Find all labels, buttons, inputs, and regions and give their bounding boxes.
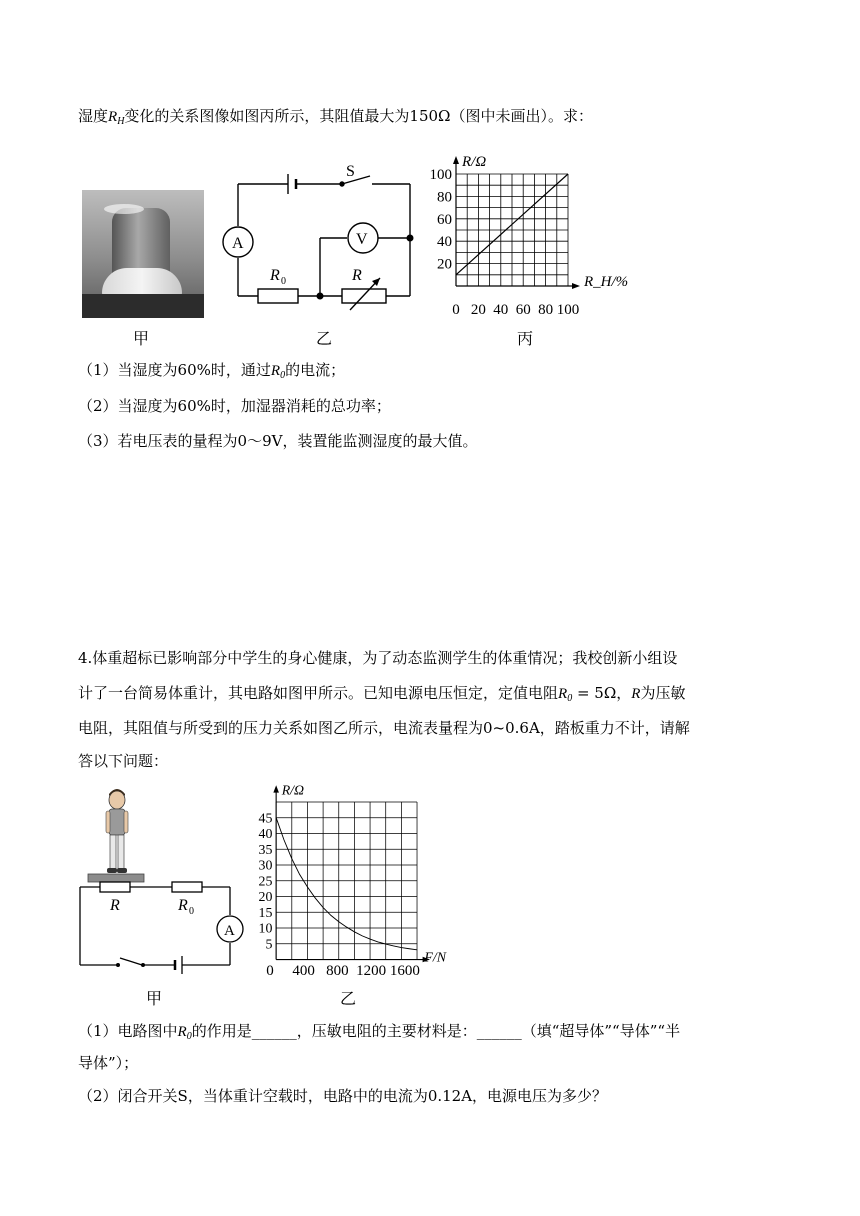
x-tick-label: 60: [515, 302, 531, 318]
q4-sub1-cont: 导体”）；: [78, 1054, 139, 1072]
q3-sub1-text-2: 的电流；: [285, 361, 346, 379]
fig-jia-label-2: 甲: [146, 989, 163, 1008]
rh-subscript: H: [117, 116, 125, 127]
y-tick-label: 25: [258, 874, 273, 890]
x-tick-label: 0: [452, 302, 460, 318]
x-tick-label: 20: [470, 302, 486, 318]
voltmeter-label: V: [356, 231, 368, 248]
y-tick-label: 20: [437, 256, 452, 273]
q3-intro: [78, 106, 593, 132]
r0-symbol: R: [270, 363, 281, 379]
x-axis-label: R_H/%: [584, 274, 629, 290]
x-tick-label: 1200: [356, 963, 387, 979]
r0-subscript: 0: [186, 1031, 192, 1042]
q4-sub1: [78, 1021, 680, 1047]
q3-sub1-text: （1）当湿度为60%时，通过: [78, 361, 271, 379]
r0-label: R: [178, 897, 188, 914]
q3-sub3: （3）若电压表的量程为0～9V，装置能监测湿度的最大值。: [78, 432, 478, 450]
y-tick-label: 10: [258, 921, 273, 937]
x-tick-label: 100: [556, 302, 580, 318]
switch-blade: [120, 958, 142, 965]
r-label: R: [110, 897, 120, 914]
r0-symbol: R: [558, 686, 568, 702]
force-resistance-chart: [236, 776, 472, 966]
rh-symbol: R: [108, 109, 118, 125]
fig-bing-label: 丙: [517, 329, 534, 348]
y-tick-label: 40: [437, 234, 452, 251]
ammeter-label: A: [232, 235, 244, 252]
q4-line1: 4.体重超标已影响部分中学生的身心健康，为了动态监测学生的体重情况；我校创新小组设: [78, 649, 678, 667]
y-tick-label: 20: [258, 890, 273, 906]
scale-platform: [88, 874, 144, 882]
ammeter-label: A: [224, 923, 235, 939]
r0-subscript: 0: [281, 276, 286, 287]
pressure-resistor: [100, 882, 130, 892]
q4-line4: 答以下问题：: [78, 752, 169, 770]
q3-sub2: （2）当湿度为60%时，加湿器消耗的总功率；: [78, 397, 391, 415]
y-tick-label: 60: [437, 211, 452, 228]
y-tick-label: 40: [258, 827, 273, 843]
x-tick-label: 40: [493, 302, 509, 318]
y-axis-label: R/Ω: [281, 783, 305, 799]
y-tick-label: 35: [258, 842, 273, 858]
r0-resistor: [258, 289, 298, 303]
x-tick-label: 800: [326, 963, 349, 979]
q3-intro-text: 湿度: [78, 107, 109, 125]
y-axis-arrow: [273, 785, 279, 792]
r0-value: = 5Ω，: [572, 684, 632, 702]
q3-intro-text-2: 变化的关系图像如图丙所示，其阻值最大为150Ω（图中未画出）。求：: [124, 107, 593, 125]
r-label: R: [352, 267, 362, 284]
fig-yi-label-2: 乙: [340, 989, 357, 1008]
q4-line2-text-2: 为压敏: [640, 684, 686, 702]
q4-line2-text: 计了一台简易体重计，其电路如图甲所示。已知电源电压恒定，定值电阻: [78, 684, 559, 702]
x-tick-label: 0: [266, 963, 274, 979]
r0-label: R: [270, 267, 280, 284]
y-axis-arrow: [453, 156, 459, 164]
q3-sub1: [78, 360, 345, 386]
r0-subscript: 0: [189, 906, 194, 917]
fig-yi-label: 乙: [316, 329, 333, 348]
x-tick-label: 80: [538, 302, 554, 318]
data-line: [276, 818, 417, 950]
x-tick-label: 1600: [389, 963, 420, 979]
humidity-resistance-chart: [420, 140, 635, 322]
q4-line3: 电阻，其阻值与所受到的压力关系如图乙所示，电流表量程为0~0.6A，踏板重力不计，请解: [78, 719, 690, 737]
x-tick-labels: [236, 963, 472, 983]
q4-sub1-text-2: 的作用是______，压敏电阻的主要材料是：______（填“超导体”“导体”“半: [191, 1022, 681, 1040]
person-figure: [106, 789, 128, 873]
q3-circuit-diagram: [220, 162, 425, 312]
x-axis-arrow: [572, 283, 580, 289]
q4-circuit-diagram: [72, 786, 247, 976]
r0-subscript: 0: [567, 693, 573, 704]
y-tick-label: 100: [429, 167, 452, 183]
r-symbol: R: [631, 686, 641, 702]
y-tick-label: 80: [437, 189, 452, 206]
humidifier-photo: [82, 190, 204, 318]
y-tick-label: 15: [258, 905, 273, 921]
junction-dot: [407, 235, 414, 242]
y-tick-label: 45: [258, 811, 273, 827]
r0-resistor: [172, 882, 202, 892]
switch-label: S: [346, 163, 355, 180]
x-axis-label: F/N: [424, 950, 447, 966]
r0-symbol: R: [177, 1024, 187, 1040]
y-tick-label: 30: [258, 858, 273, 874]
r0-subscript: 0: [280, 370, 286, 381]
junction-dot: [317, 293, 324, 300]
q4-line2: [78, 683, 685, 709]
fig-jia-label: 甲: [133, 329, 150, 348]
q4-sub2: （2）闭合开关S，当体重计空载时，电路中的电流为0.12A，电源电压为多少？: [78, 1087, 608, 1105]
q4-sub1-text: （1）电路图中: [78, 1022, 178, 1040]
y-tick-label: 5: [265, 937, 273, 953]
y-axis-label: R/Ω: [462, 154, 487, 170]
x-tick-label: 400: [292, 963, 315, 979]
